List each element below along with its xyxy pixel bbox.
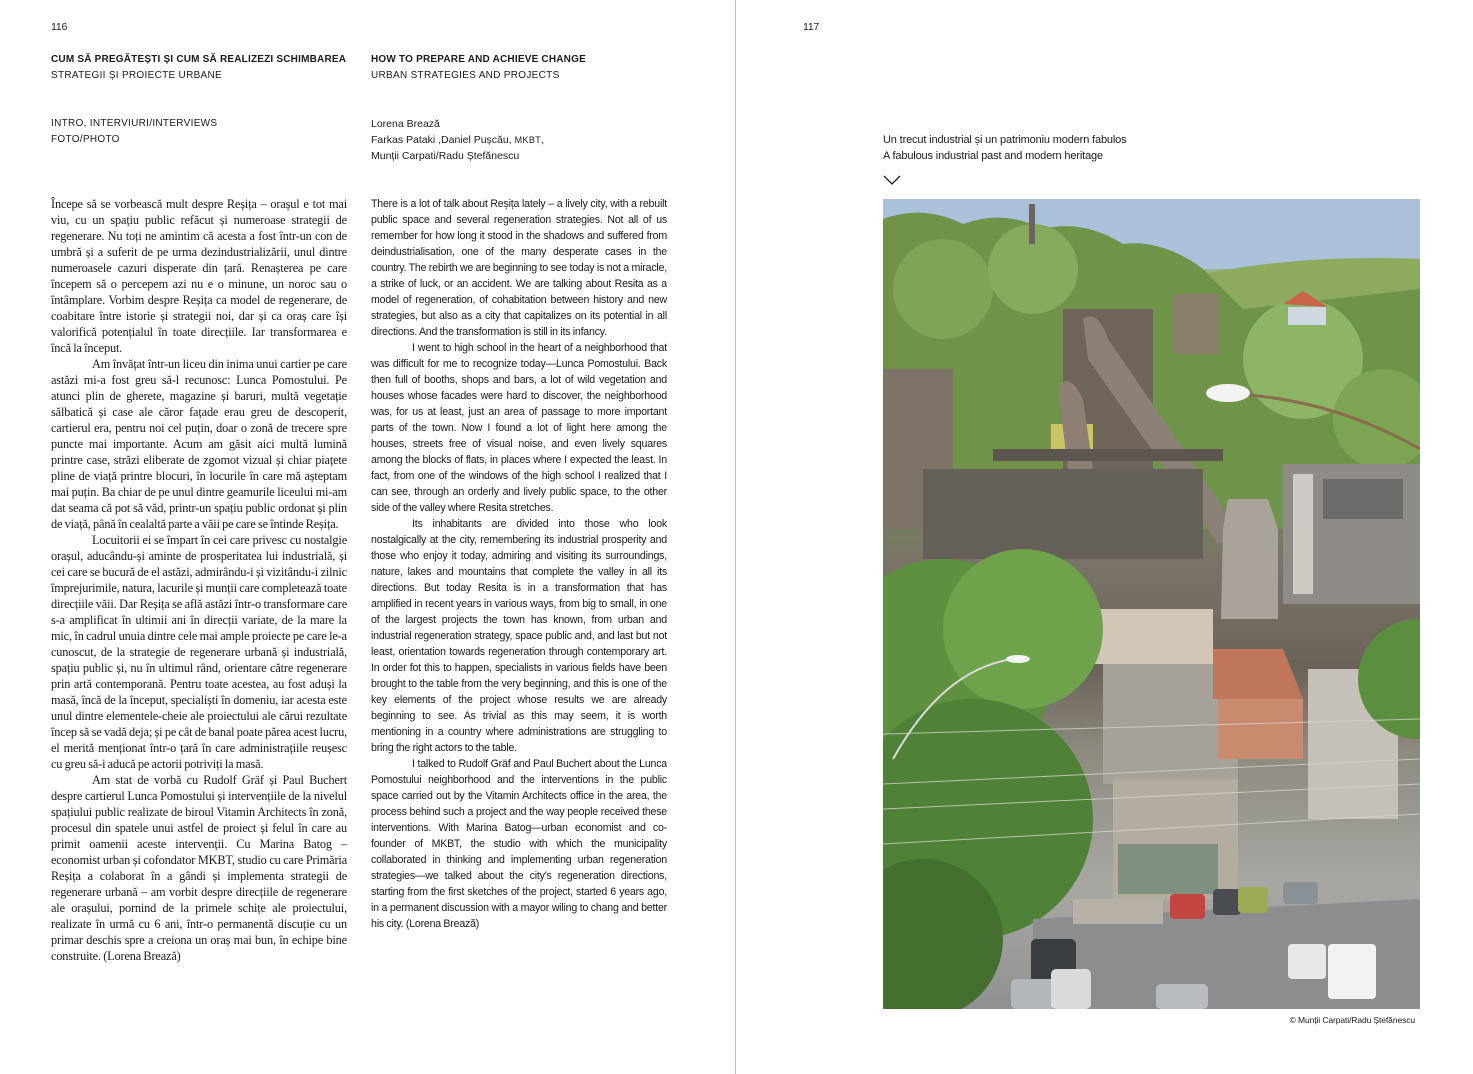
spread-gutter-divider <box>735 0 736 1074</box>
header-ro-subtitle: STRATEGII ȘI PROIECTE URBANE <box>51 70 223 81</box>
paragraph-en-1: There is a lot of talk about Reșița lately – a lively city, with a rebuilt public space and several regeneration strategies. Not all of us remember for how long it stood in the shadows and suffered from deindustrialisation, one of the many desperate cases in the country. The rebirth we are beginning to see today is not a miracle, a strike of luck, or an accident. We are talking about Resita as a model of regeneration, of cohabitation between history and new strategies, but also as a city that capitalizes on its potential in all directions. And the transformation is still in its infancy. <box>371 198 667 338</box>
paragraph-ro-4: Am stat de vorbă cu Rudolf Gräf și Paul Buchert despre cartierul Lunca Pomostului și intervențiile de la nivelul spațiului public realizate de biroul Vitamin Architects în zonă, procesul din spatele unui astfel de proiect și felul în care au primit oamenii aceste intervenții. Cu Marina Batog – economist urban și cofondator MKBT, studio cu care Primăria Reșița a colaborat în a gândi și implementa strategii de regenerare urbană – am vorbit despre direcțiile de regenerare ale orașului, pornind de la primele schițe ale proiectului, realizate în urmă cu 6 ani, într-o permanentă discuție cu un primar deschis spre a creiona un oraș mai bun, în echipe bine construite. (Lorena Brează) <box>51 773 347 963</box>
photo-credit: © Munții Carpati/Radu Ștefănescu <box>1289 1015 1415 1025</box>
industrial-photo <box>883 199 1420 1009</box>
photo-illustration <box>883 199 1420 1009</box>
credit-value-photo-line1 <box>371 132 544 148</box>
credit-studio-acronym: MKBT <box>514 135 542 145</box>
paragraph-en-3: Its inhabitants are divided into those who look nostalgically at the city, remembering its industrial prosperity and those who enjoy it today, admiring and visiting its surroundings, nature, lakes and mountains that complete the valley in all its directions. But today Resita is in a transformation that has amplified in recent years in various ways, from big to small, in one of the largest projects the town has known, from urban and industrial regeneration strategy, space public and, and last but not least, orientation towards regeneration through contemporary art. In order fot this to happen, specialists in various fields have been brought to the table from the very beginning, and this is one of the key elements of the project whose results we are already beginning to see. As trivial as this may seem, it is worth mentioning in a country where administrations are struggling to bring the right actors to the table. <box>371 518 667 754</box>
credit-label-photo: FOTO/PHOTO <box>51 134 120 145</box>
chevron-down-icon <box>883 174 901 186</box>
credit-labels <box>51 116 217 148</box>
header-ro <box>51 52 346 84</box>
paragraph-ro-1: Începe să se vorbească mult despre Reșița – orașul e tot mai viu, cu un spațiu public refăcut și numeroase strategii de regenerare. Nu toți ne amintim că acesta a fost într-un con de umbră și a suferit de pe urma dezindustrializării, unul dintre numeroasele cazuri disperate din țară. Renașterea pe care începem să o percepem azi nu e o minune, un noroc sau o întâmplare. Vorbim despre Reșița ca model de regenerare, de coabitare între istorie și strategii noi, dar și ca oraș care își valorifică potențialul în toate direcțiile. Iar transformarea e încă la început. <box>51 197 347 355</box>
photo-caption <box>883 132 1127 164</box>
body-text-english <box>371 196 667 932</box>
credit-value-intro: Lorena Brează <box>371 118 440 130</box>
credit-comma: , <box>541 134 545 146</box>
header-en-title: HOW TO PREPARE AND ACHIEVE CHANGE <box>371 54 586 65</box>
paragraph-ro-2: Am învățat într-un liceu din inima unui cartier pe care astăzi mi-a fost greu să-l recunosc: Lunca Pomostului. Pe atunci plin de gherete, magazine și baruri, multă vegetație sălbatică și case ale căror fațade erau greu de descoperit, cartierul era, pentru noi cel puțin, doar o zonă de trecere spre puncte mai importante. Acum am găsit aici multă lumină printre case, străzi eliberate de zgomot vizual și chiar piațete pline de viață printre blocuri, în locurile în care mă așteptam mai puțin. Ba chiar de pe unul dintre geamurile liceului mi-am dat seama că pot să văd, printr-un spațiu public ordonat și plin de viață, până în cealaltă parte a văii pe care se întinde Reșița. <box>51 357 347 531</box>
paragraph-en-2: I went to high school in the heart of a neighborhood that was difficult for me to recognize today—Lunca Pomostului. Back then full of booths, shops and bars, a lot of wild vegetation and houses whose facades were hard to discover, the neighborhood was, for us at least, just an area of passage to more important parts of the town. Now I found a lot of light here among the houses, streets free of visual noise, and even lively squares among the blocks of flats, in places where I expected the least. In fact, from one of the windows of the high school I realized that I can see, through an orderly and lively public space, to the other side of the valley where Resita stretches. <box>371 342 667 514</box>
header-ro-title: CUM SĂ PREGĂTEȘTI ȘI CUM SĂ REALIZEZI SCHIMBAREA <box>51 54 347 65</box>
paragraph-en-4: I talked to Rudolf Gräf and Paul Buchert about the Lunca Pomostului neighborhood and the interventions in the public space carried out by the Vitamin Architects office in the area, the process behind such a project and the way people received these interventions. With Marina Batog—urban economist and co-founder of MKBT, the studio with which the municipality collaborated in thinking and implementing urban regeneration strategies—we talked about the city's regeneration directions, starting from the first sketches of the project, started 6 years ago, in a permanent discussion with a mayor wiling to chang and better his city. (Lorena Brează) <box>371 758 667 930</box>
credit-label-intro: INTRO, INTERVIURI/INTERVIEWS <box>51 118 218 129</box>
header-en <box>371 52 586 84</box>
page-number-right: 117 <box>803 21 820 33</box>
body-text-romanian <box>51 196 347 964</box>
caption-en: A fabulous industrial past and modern heritage <box>883 150 1103 162</box>
credit-value-photo-line2: Munții Carpati/Radu Ștefănescu <box>371 150 520 162</box>
caption-ro: Un trecut industrial și un patrimoniu modern fabulos <box>883 134 1127 146</box>
credit-values <box>371 116 544 164</box>
page-number-left: 116 <box>51 21 68 33</box>
header-en-subtitle: URBAN STRATEGIES AND PROJECTS <box>371 70 560 81</box>
credit-photographers: Farkas Pataki ,Daniel Pușcău, <box>371 134 515 146</box>
paragraph-ro-3: Locuitorii ei se împart în cei care privesc cu nostalgie orașul, aducându-și aminte de prosperitatea lui industrială, și cei care se bucură de el astăzi, admirându-i și vizitându-i zilnic împrejurimile, natura, lacurile și munții care completează toate direcțiile văii. Dar Reșița se află astăzi într-o transformare care s-a amplificat în ultimii ani în direcții variate, de la mare la mic, în cadrul unuia dintre cele mai ample proiecte pe care le-a cunoscut, de la strategie de regenerare urbană și industrială, spațiu public și, nu în ultimul rând, orientare către regenerare prin artă contemporană. Pentru toate acestea, au fost aduși la masă, încă de la început, specialiști în domeniu, iar acesta este unul dintre elementele-cheie ale proiectului ale cărui rezultate încep să se vadă deja; și pe cât de banal poate părea acest lucru, el merită menționat într-o țară în care administrațiile reușesc cu greu să-i aducă pe actorii potriviți la masă. <box>51 533 347 771</box>
